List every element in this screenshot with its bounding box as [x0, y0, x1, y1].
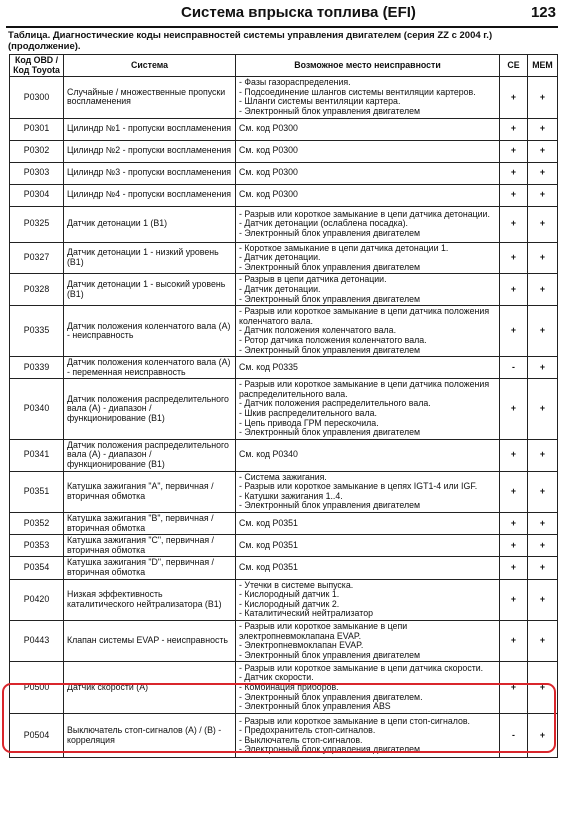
row-location: См. код P0300	[236, 162, 500, 184]
column-header-code: Код OBD / Код Toyota	[10, 55, 64, 77]
row-ce: +	[500, 274, 528, 306]
row-location: См. код P0300	[236, 184, 500, 206]
row-ce: +	[500, 620, 528, 661]
row-ce: +	[500, 557, 528, 579]
table-row	[10, 439, 558, 471]
table-body	[10, 77, 558, 758]
row-mem: +	[528, 357, 558, 379]
row-system: Цилиндр №3 - пропуски воспламенения	[64, 162, 236, 184]
row-location: - Разрыв или короткое замыкание в цепи датчика скорости. - Датчик скорости. - Комбинация приборов. - Электронный блок управления двигателем. - Электронный блок управления ABS	[236, 662, 500, 714]
row-code: P0352	[10, 513, 64, 535]
row-system: Катушка зажигания "C", первичная / вторичная обмотка	[64, 535, 236, 557]
column-header-ce: CE	[500, 55, 528, 77]
row-code: P0300	[10, 77, 64, 118]
row-system: Клапан системы EVAP - неисправность	[64, 620, 236, 661]
table-row	[10, 535, 558, 557]
row-mem: +	[528, 714, 558, 758]
row-system: Цилиндр №4 - пропуски воспламенения	[64, 184, 236, 206]
table-row	[10, 274, 558, 306]
row-location: - Разрыв в цепи датчика детонации. - Датчик детонации. - Электронный блок управления двигателем	[236, 274, 500, 306]
row-code: P0335	[10, 306, 64, 357]
table-row	[10, 579, 558, 620]
row-code: P0353	[10, 535, 64, 557]
row-system: Катушка зажигания "A", первичная / вторичная обмотка	[64, 471, 236, 512]
row-ce: +	[500, 242, 528, 274]
row-ce: +	[500, 579, 528, 620]
row-system: Выключатель стоп-сигналов (A) / (B) - корреляция	[64, 714, 236, 758]
row-mem: +	[528, 620, 558, 661]
table-row	[10, 662, 558, 714]
row-mem: +	[528, 140, 558, 162]
row-location: См. код P0300	[236, 140, 500, 162]
row-system: Низкая эффективность каталитического нейтрализатора (B1)	[64, 579, 236, 620]
row-location: - Короткое замыкание в цепи датчика детонации 1. - Датчик детонации. - Электронный блок управления двигателем	[236, 242, 500, 274]
row-system: Датчик детонации 1 - низкий уровень (B1)	[64, 242, 236, 274]
row-location: - Разрыв или короткое замыкание в цепи стоп-сигналов. - Предохранитель стоп-сигналов. - Выключатель стоп-сигналов. - Электронный блок управления двигателем	[236, 714, 500, 758]
page-number: 123	[530, 4, 556, 21]
row-code: P0340	[10, 379, 64, 440]
table-row	[10, 140, 558, 162]
row-mem: +	[528, 662, 558, 714]
row-mem: +	[528, 535, 558, 557]
row-location: См. код P0300	[236, 118, 500, 140]
row-location: - Разрыв или короткое замыкание в цепи датчика положения распределительного вала. - Датчик положения распределительного вала. - Шкив распределительного вала. - Цепь привода ГРМ перескочила. - Электронный блок управления двигателем	[236, 379, 500, 440]
row-location: См. код P0335	[236, 357, 500, 379]
table-row	[10, 118, 558, 140]
table-row	[10, 162, 558, 184]
row-system: Датчик положения распределительного вала (A) - диапазон / функционирование (B1)	[64, 379, 236, 440]
table-row	[10, 379, 558, 440]
row-mem: +	[528, 77, 558, 118]
row-ce: +	[500, 306, 528, 357]
row-mem: +	[528, 274, 558, 306]
row-system: Датчик детонации 1 (B1)	[64, 206, 236, 242]
row-mem: +	[528, 579, 558, 620]
row-system: Датчик положения коленчатого вала (A) - неисправность	[64, 306, 236, 357]
row-system: Датчик положения коленчатого вала (A) - переменная неисправность	[64, 357, 236, 379]
table-row	[10, 714, 558, 758]
column-header-location: Возможное место неисправности	[236, 55, 500, 77]
row-ce: +	[500, 77, 528, 118]
row-location: - Система зажигания. - Разрыв или короткое замыкание в цепях IGT1-4 или IGF. - Катушки зажигания 1..4. - Электронный блок управления двигателем	[236, 471, 500, 512]
table-row	[10, 620, 558, 661]
row-ce: +	[500, 662, 528, 714]
row-code: P0328	[10, 274, 64, 306]
row-code: P0341	[10, 439, 64, 471]
row-code: P0420	[10, 579, 64, 620]
row-code: P0500	[10, 662, 64, 714]
page-header	[6, 4, 558, 28]
row-mem: +	[528, 162, 558, 184]
row-ce: +	[500, 162, 528, 184]
row-location: - Утечки в системе выпуска. - Кислородный датчик 1. - Кислородный датчик 2. - Каталитический нейтрализатор	[236, 579, 500, 620]
row-mem: +	[528, 306, 558, 357]
row-mem: +	[528, 242, 558, 274]
table-row	[10, 184, 558, 206]
row-system: Датчик положения распределительного вала (A) - диапазон / функционирование (B1)	[64, 439, 236, 471]
row-location: - Фазы газораспределения. - Подсоединение шлангов системы вентиляции картеров. - Шланги системы вентиляции картера. - Электронный блок управления двигателем	[236, 77, 500, 118]
dtc-table	[9, 54, 558, 758]
row-mem: +	[528, 206, 558, 242]
row-location: См. код P0351	[236, 557, 500, 579]
table-row	[10, 206, 558, 242]
row-code: P0301	[10, 118, 64, 140]
row-ce: +	[500, 379, 528, 440]
row-system: Случайные / множественные пропуски воспламенения	[64, 77, 236, 118]
row-ce: +	[500, 471, 528, 512]
row-ce: +	[500, 140, 528, 162]
row-mem: +	[528, 557, 558, 579]
row-location: - Разрыв или короткое замыкание в цепи электропневмоклапана EVAP. - Электропневмоклапан EVAP. - Электронный блок управления двигателем	[236, 620, 500, 661]
row-code: P0339	[10, 357, 64, 379]
row-mem: +	[528, 439, 558, 471]
page-title: Система впрыска топлива (EFI)	[181, 4, 416, 21]
row-system: Катушка зажигания "B", первичная / вторичная обмотка	[64, 513, 236, 535]
row-location: См. код P0351	[236, 513, 500, 535]
row-ce: +	[500, 118, 528, 140]
row-system: Катушка зажигания "D", первичная / вторичная обмотка	[64, 557, 236, 579]
row-location: - Разрыв или короткое замыкание в цепи датчика детонации. - Датчик детонации (ослаблена посадка). - Электронный блок управления двигателем	[236, 206, 500, 242]
row-code: P0302	[10, 140, 64, 162]
table-header-row	[10, 55, 558, 77]
row-location: - Разрыв или короткое замыкание в цепи датчика положения коленчатого вала. - Датчик положения коленчатого вала. - Ротор датчика положения коленчатого вала. - Электронный блок управления двигателем	[236, 306, 500, 357]
row-ce: +	[500, 513, 528, 535]
row-mem: +	[528, 118, 558, 140]
row-code: P0304	[10, 184, 64, 206]
row-system: Датчик скорости (A)	[64, 662, 236, 714]
row-ce: -	[500, 714, 528, 758]
table-row	[10, 242, 558, 274]
row-mem: +	[528, 184, 558, 206]
table-caption: Таблица. Диагностические коды неисправностей системы управления двигателем (серия ZZ с 2004 г.) (продолжение).	[8, 30, 493, 52]
column-header-system: Система	[64, 55, 236, 77]
row-code: P0325	[10, 206, 64, 242]
row-ce: +	[500, 206, 528, 242]
table-row	[10, 513, 558, 535]
table-row	[10, 471, 558, 512]
row-system: Цилиндр №2 - пропуски воспламенения	[64, 140, 236, 162]
row-mem: +	[528, 513, 558, 535]
row-code: P0504	[10, 714, 64, 758]
row-code: P0351	[10, 471, 64, 512]
table-row	[10, 306, 558, 357]
row-mem: +	[528, 379, 558, 440]
row-mem: +	[528, 471, 558, 512]
row-ce: +	[500, 439, 528, 471]
row-location: См. код P0340	[236, 439, 500, 471]
table-row	[10, 357, 558, 379]
table-row	[10, 557, 558, 579]
row-ce: +	[500, 184, 528, 206]
row-code: P0354	[10, 557, 64, 579]
row-ce: +	[500, 535, 528, 557]
row-system: Цилиндр №1 - пропуски воспламенения	[64, 118, 236, 140]
table-row	[10, 77, 558, 118]
row-code: P0327	[10, 242, 64, 274]
row-code: P0303	[10, 162, 64, 184]
column-header-mem: MEM	[528, 55, 558, 77]
row-system: Датчик детонации 1 - высокий уровень (B1)	[64, 274, 236, 306]
row-location: См. код P0351	[236, 535, 500, 557]
row-ce: -	[500, 357, 528, 379]
row-code: P0443	[10, 620, 64, 661]
